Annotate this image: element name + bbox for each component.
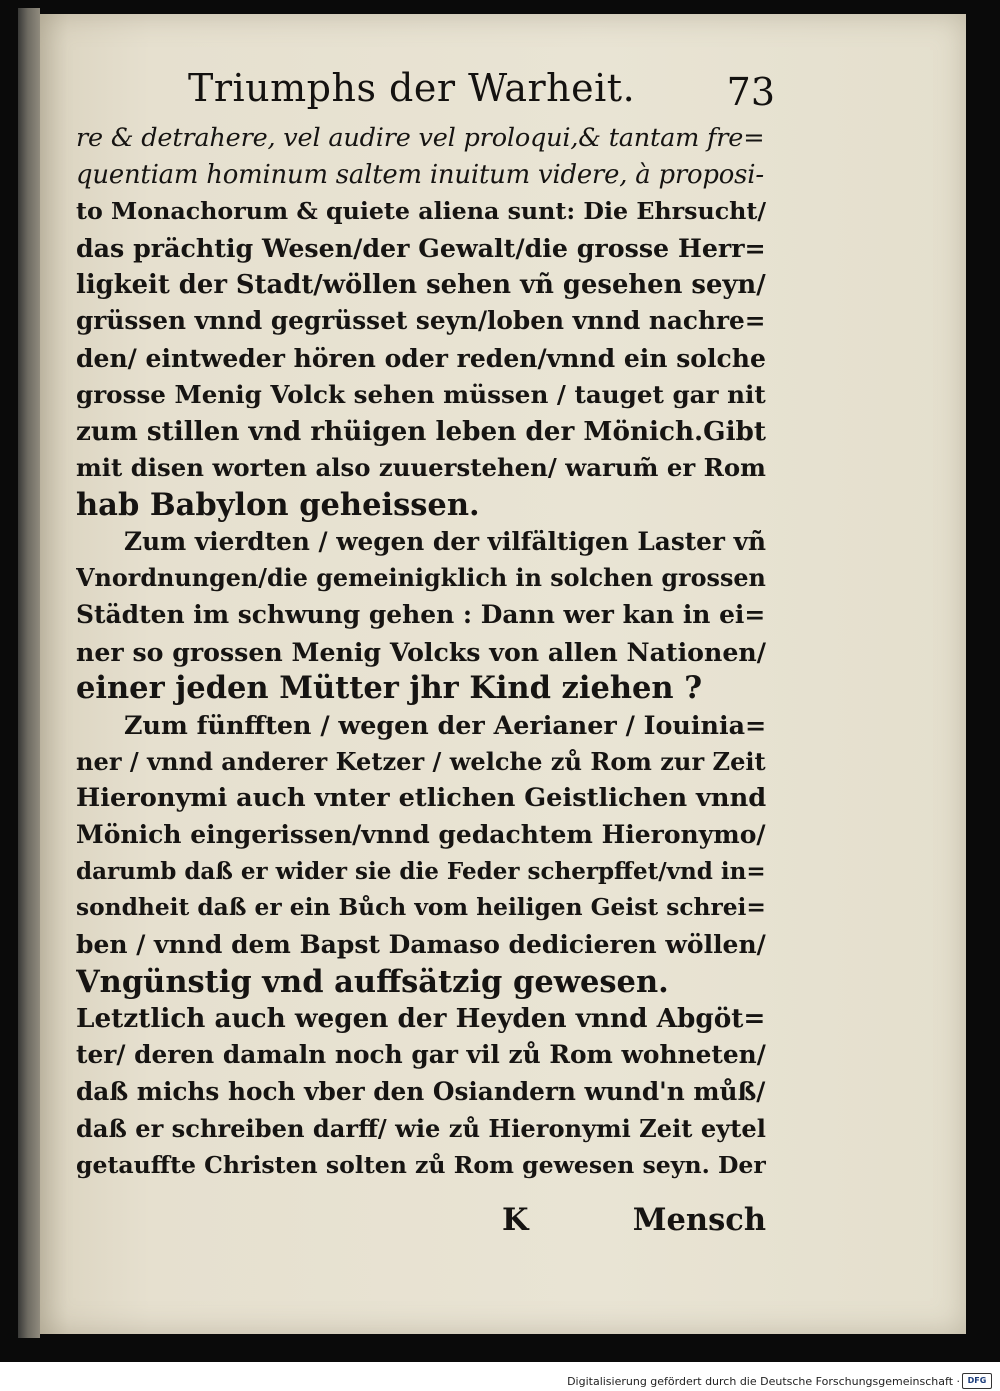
text-line: ner / vnnd anderer Ketzer / welche zů Rom zur Zeit — [76, 746, 766, 776]
text-line: darumb daß er wider sie die Feder scherpffet/vnd in= — [76, 857, 766, 885]
catchword-line — [76, 1202, 766, 1246]
running-head: Triumphs der Warheit. — [188, 66, 636, 110]
text-line: sondheit daß er ein Bůch vom heiligen Geist schrei= — [76, 894, 766, 922]
text-line: getauffte Christen solten zů Rom gewesen seyn. Der — [76, 1151, 766, 1180]
text-line: mit disen worten also zuuerstehen/ warum̃ er Rom — [76, 453, 766, 483]
text-line: Hieronymi auch vnter etlichen Geistlichen vnnd — [76, 783, 766, 814]
text-line: den/ eintweder hören oder reden/vnnd ein solche — [76, 343, 766, 374]
text-line: Vnordnungen/die gemeinigklich in solchen grossen — [76, 564, 766, 593]
text-line: grüssen vnnd gegrüsset seyn/loben vnnd nachre= — [76, 306, 766, 336]
text-line: grosse Menig Volck sehen müssen / tauget gar nit — [76, 379, 766, 409]
signature-mark: K — [502, 1202, 529, 1238]
text-line: das prächtig Wesen/der Gewalt/die grosse Herr= — [76, 233, 766, 264]
text-line: Vngünstig vnd auffsätzig gewesen. — [76, 963, 669, 1000]
text-line: ner so grossen Menig Volcks von allen Nationen/ — [76, 636, 766, 667]
text-line: ter/ deren damaln noch gar vil zů Rom wohneten/ — [76, 1040, 766, 1070]
text-line: re & detrahere, vel audire vel proloqui,& tantam fre= — [76, 123, 765, 153]
text-line: Letztlich auch wegen der Heyden vnnd Abgöt= — [76, 1002, 766, 1034]
text-line: Mönich eingerissen/vnnd gedachtem Hieronymo/ — [76, 820, 766, 850]
text-line: einer jeden Mütter jhr Kind ziehen ? — [76, 670, 703, 707]
text-line: Zum fünfften / wegen der Aerianer / Iouinia= — [124, 710, 766, 740]
text-line: Zum vierdten / wegen der vilfältigen Laster vñ — [124, 526, 766, 556]
dfg-logo-icon: DFG — [962, 1373, 992, 1389]
text-line: zum stillen vnd rhüigen leben der Mönich.Gibt — [76, 415, 766, 447]
binding-edge — [18, 8, 40, 1338]
text-line: ben / vnnd dem Bapst Damaso dedicieren wöllen/ — [76, 930, 766, 960]
body-text — [76, 120, 766, 1184]
text-line: to Monachorum & quiete aliena sunt: Die Ehrsucht/ — [76, 197, 766, 226]
text-line: Städten im schwung gehen : Dann wer kan in ei= — [76, 599, 766, 629]
catchword: Mensch — [632, 1202, 766, 1238]
text-line: ligkeit der Stadt/wöllen sehen vñ gesehen seyn/ — [76, 269, 766, 300]
text-line: hab Babylon geheissen. — [76, 486, 480, 523]
funding-credit: Digitalisierung gefördert durch die Deutsche Forschungsgemeinschaft · — [567, 1375, 960, 1388]
text-line: quentiam hominum saltem inuitum videre, à proposi- — [76, 159, 764, 190]
text-line: daß michs hoch vber den Osiandern wund'n můß/ — [76, 1076, 766, 1106]
text-line: daß er schreiben darff/ wie zů Hieronymi Zeit eytel — [76, 1113, 766, 1143]
page-number: 73 — [726, 70, 775, 114]
